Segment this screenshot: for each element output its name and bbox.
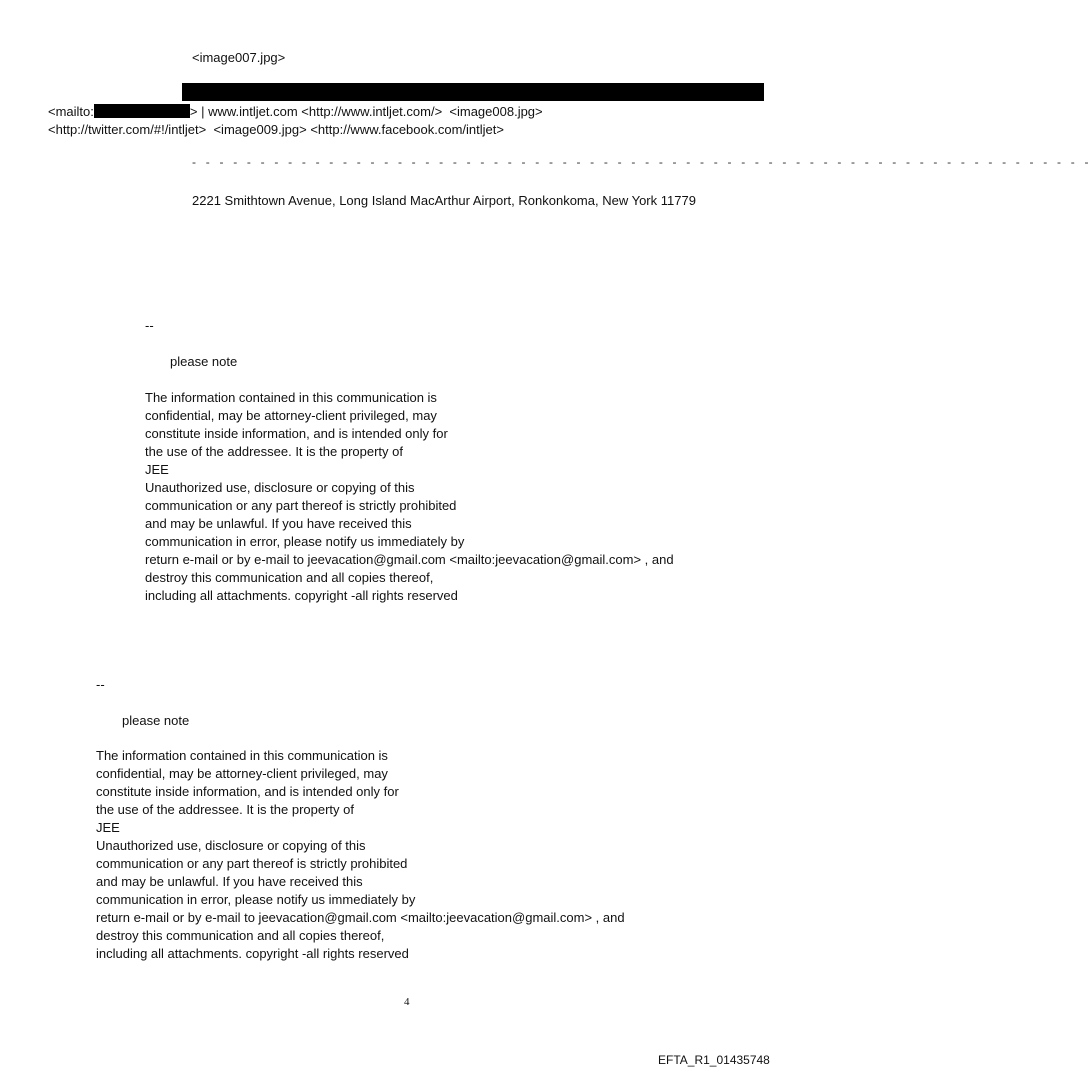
separator-line: - - - - - - - - - - - - - - - - - - - - - - - - - - - - - - - - - - - - - - - - - - - - - - - - - - - - - - - - - - - - - - - - - - — [192, 155, 1092, 169]
notice-line: the use of the addressee. It is the property of — [145, 444, 403, 459]
notice-line: Unauthorized use, disclosure or copying of this — [145, 480, 415, 495]
redacted-email — [94, 104, 190, 118]
confidentiality-notice-1 — [145, 389, 674, 605]
social-links-line: <http://twitter.com/#!/intljet> <image009.jpg> <http://www.facebook.com/intljet> — [48, 122, 504, 137]
signature-dash-2: -- — [96, 677, 105, 692]
notice-line: Unauthorized use, disclosure or copying of this — [96, 838, 366, 853]
redaction-bar — [182, 83, 764, 101]
notice-line: JEE — [96, 820, 120, 835]
please-note-1: please note — [170, 354, 238, 369]
notice-line: return e-mail or by e-mail to jeevacation@gmail.com <mailto:jeevacation@gmail.com> , and — [145, 552, 674, 567]
document-id: EFTA_R1_01435748 — [658, 1053, 770, 1067]
notice-line: JEE — [145, 462, 169, 477]
notice-line: confidential, may be attorney-client privileged, may — [96, 766, 388, 781]
website-links: > | www.intljet.com <http://www.intljet.com/> <image008.jpg> — [189, 104, 543, 119]
notice-line: return e-mail or by e-mail to jeevacation@gmail.com <mailto:jeevacation@gmail.com> , and — [96, 910, 625, 925]
notice-line: communication or any part thereof is strictly prohibited — [145, 498, 457, 513]
notice-line: and may be unlawful. If you have received this — [145, 516, 412, 531]
notice-line: confidential, may be attorney-client privileged, may — [145, 408, 437, 423]
notice-line: communication in error, please notify us immediately by — [145, 534, 465, 549]
notice-line: The information contained in this communication is — [145, 390, 437, 405]
mailto-prefix: <mailto: — [48, 104, 94, 119]
notice-line: communication or any part thereof is strictly prohibited — [96, 856, 408, 871]
notice-line: constitute inside information, and is intended only for — [145, 426, 448, 441]
image-ref-007: <image007.jpg> — [192, 50, 286, 65]
confidentiality-notice-2 — [96, 747, 625, 963]
mailto-links-line — [48, 103, 543, 121]
notice-line: constitute inside information, and is intended only for — [96, 784, 399, 799]
notice-line: and may be unlawful. If you have received this — [96, 874, 363, 889]
notice-line: communication in error, please notify us immediately by — [96, 892, 416, 907]
notice-line: the use of the addressee. It is the property of — [96, 802, 354, 817]
signature-dash-1: -- — [145, 318, 154, 333]
address-line: 2221 Smithtown Avenue, Long Island MacArthur Airport, Ronkonkoma, New York 11779 — [192, 193, 696, 208]
notice-line: including all attachments. copyright -all rights reserved — [145, 588, 458, 603]
page-number: 4 — [404, 996, 410, 1008]
notice-line: including all attachments. copyright -all rights reserved — [96, 946, 409, 961]
notice-line: The information contained in this communication is — [96, 748, 388, 763]
notice-line: destroy this communication and all copies thereof, — [96, 928, 385, 943]
please-note-2: please note — [122, 713, 190, 728]
notice-line: destroy this communication and all copies thereof, — [145, 570, 434, 585]
